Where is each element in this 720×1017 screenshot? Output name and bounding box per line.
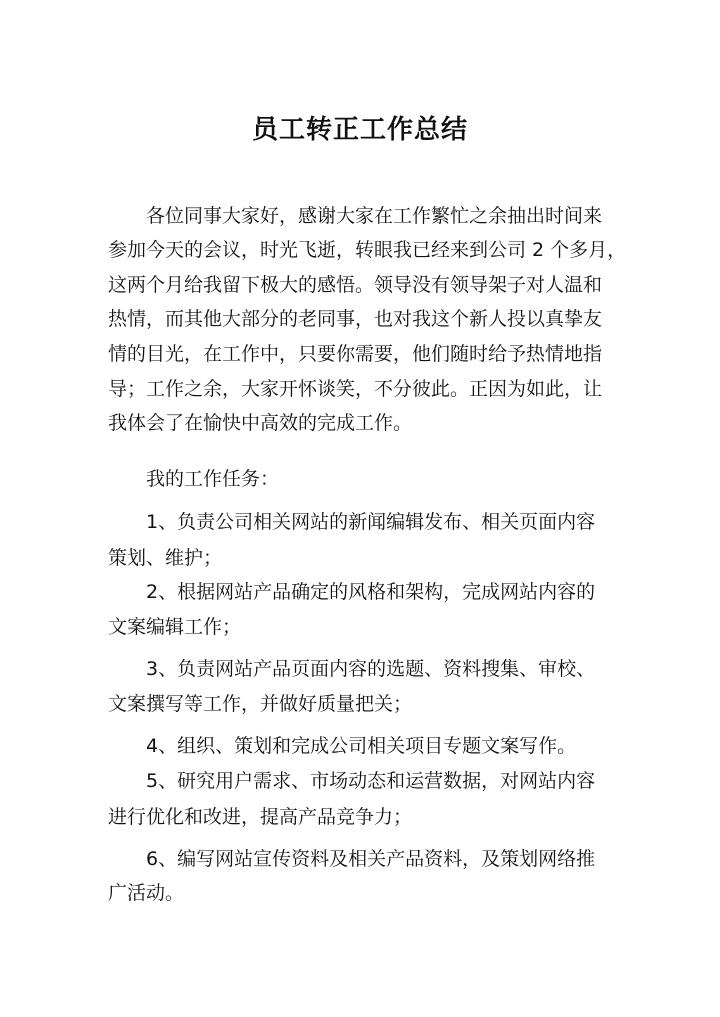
body-line: 这两个月给我留下极大的感悟。领导没有领导架子对人温和 <box>108 274 603 296</box>
task-item: 6、编写网站宣传资料及相关产品资料，及策划网络推 <box>108 848 596 870</box>
task-item-continuation: 广活动。 <box>108 882 185 904</box>
task-item: 3、负责网站产品页面内容的选题、资料搜集、审校、 <box>108 658 596 680</box>
body-line: 参加今天的会议，时光飞逝，转眼我已经来到公司 2 个多月， <box>108 239 627 261</box>
task-item: 2、根据网站产品确定的风格和架构，完成网站内容的 <box>108 581 596 603</box>
body-line: 导；工作之余，大家开怀谈笑，不分彼此。正因为如此，让 <box>108 378 603 400</box>
task-item: 1、负责公司相关网站的新闻编辑发布、相关页面内容 <box>108 511 596 533</box>
body-line: 情的目光，在工作中，只要你需要，他们随时给予热情地指 <box>108 343 603 365</box>
task-item-continuation: 策划、维护； <box>108 547 223 569</box>
section-heading: 我的工作任务： <box>108 468 280 490</box>
task-item-continuation: 文案编辑工作； <box>108 616 242 638</box>
document-title: 员工转正工作总结 <box>251 115 468 145</box>
task-item-continuation: 进行优化和改进，提高产品竞争力； <box>108 806 413 828</box>
body-line: 我体会了在愉快中高效的完成工作。 <box>108 412 413 434</box>
body-line: 各位同事大家好，感谢大家在工作繁忙之余抽出时间来 <box>108 205 603 227</box>
task-item: 5、研究用户需求、市场动态和运营数据，对网站内容 <box>108 770 596 792</box>
body-line: 热情，而其他大部分的老同事，也对我这个新人投以真挚友 <box>108 308 603 330</box>
task-item: 4、组织、策划和完成公司相关项目专题文案写作。 <box>108 735 577 757</box>
task-item-continuation: 文案撰写等工作，并做好质量把关； <box>108 693 413 715</box>
